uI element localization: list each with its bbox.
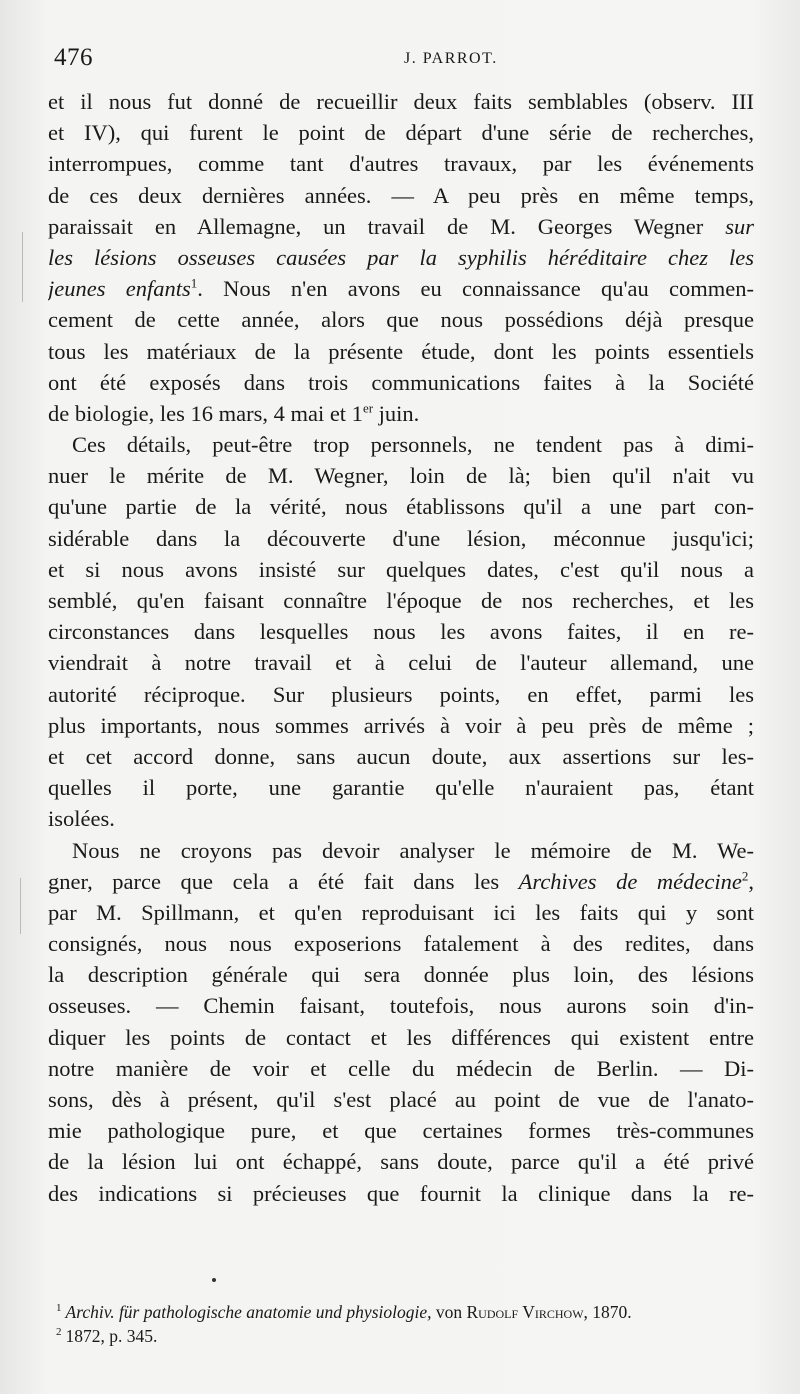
author-name: Rudolf Virchow	[466, 1302, 584, 1322]
line-text: cement de cette année, alors que nous possédions déjà presque	[48, 307, 754, 333]
footnotes	[56, 1300, 756, 1348]
footnote-text: , 1870.	[583, 1302, 632, 1322]
text-line	[48, 554, 754, 585]
footnote-italic: Archiv. für pathologische anatomie und physiologie,	[65, 1302, 432, 1322]
superscript: er	[362, 400, 374, 416]
footnote-mark: 2	[56, 1326, 62, 1339]
italic-text: les lésions osseuses causées par la syphilis héréditaire chez les	[48, 244, 754, 270]
text-line	[48, 897, 754, 928]
line-text: juin.	[373, 400, 420, 426]
text-line	[48, 336, 754, 367]
line-text: . Nous n'en avons eu connaissance qu'au commen-	[197, 276, 754, 302]
line-text: ,	[748, 868, 754, 894]
line-text: la description générale qui sera donnée plus loin, des lésions	[48, 962, 754, 988]
footnote-ref: 2	[741, 868, 749, 884]
text-line	[48, 741, 754, 772]
line-text: circonstances dans lesquelles nous les avons faites, il en re-	[48, 619, 754, 645]
text-line	[48, 211, 754, 242]
text-line	[48, 523, 754, 554]
footnote-mark: 1	[56, 1302, 62, 1315]
line-text: de ces deux dernières années. — A peu près en même temps,	[48, 182, 754, 208]
footnote	[56, 1324, 756, 1348]
footnote-text: von	[431, 1302, 467, 1322]
line-text: Ces détails, peut-être trop personnels, ne tendent pas à dimi-	[72, 432, 754, 458]
line-text: Nous ne croyons pas devoir analyser le mémoire de M. We-	[72, 837, 754, 863]
line-text: sons, dès à présent, qu'il s'est placé au point de vue de l'anato-	[48, 1087, 754, 1112]
line-text: notre manière de voir et celle du médecin de Berlin. — Di-	[48, 1055, 754, 1081]
text-line	[48, 460, 754, 491]
line-text: autorité réciproque. Sur plusieurs points, en effet, parmi les	[48, 681, 754, 707]
text-line	[48, 429, 754, 460]
text-line	[48, 585, 754, 616]
line-text: diquer les points de contact et les différences qui existent entre	[48, 1024, 754, 1050]
line-text: des indications si précieuses que fournit la clinique dans la re-	[48, 1180, 754, 1206]
ink-speck	[212, 1278, 216, 1282]
text-line	[48, 1053, 754, 1084]
line-text: ont été exposés dans trois communications faites à la Société	[48, 369, 754, 395]
line-text: et si nous avons insisté sur quelques dates, c'est qu'il nous a	[48, 556, 754, 582]
text-line	[48, 304, 754, 335]
text-line	[48, 1022, 754, 1053]
text-line	[48, 1084, 754, 1115]
line-text: semblé, qu'en faisant connaître l'époque de nos recherches, et les	[48, 588, 754, 613]
text-line	[48, 1178, 754, 1209]
body-text	[48, 86, 754, 1209]
text-line	[48, 990, 754, 1021]
text-line	[48, 242, 754, 273]
text-line	[48, 710, 754, 741]
text-line	[48, 180, 754, 211]
text-line	[48, 803, 754, 834]
italic-text: sur	[725, 213, 754, 239]
line-text: de la lésion lui ont échappé, sans doute, parce qu'il a été privé	[48, 1149, 754, 1175]
line-text: viendrait à notre travail et à celui de l'auteur allemand, une	[48, 650, 754, 676]
running-head: J. PARROT.	[404, 50, 498, 67]
line-text: gner, parce que cela a été fait dans les	[48, 868, 500, 894]
line-text: paraissait en Allemagne, un travail de M. Georges Wegner	[48, 213, 704, 239]
line-text: interrompues, comme tant d'autres travaux, par les événements	[48, 151, 754, 177]
text-line	[48, 398, 754, 429]
text-line	[48, 148, 754, 179]
text-line	[48, 1146, 754, 1177]
line-text: qu'une partie de la vérité, nous établissons qu'il a une part con-	[48, 494, 754, 520]
text-line	[48, 959, 754, 990]
text-line	[48, 117, 754, 148]
text-line	[48, 367, 754, 398]
line-text: et cet accord donne, sans aucun doute, aux assertions sur les-	[48, 743, 754, 769]
line-text: et IV), qui furent le point de départ d'une série de recherches,	[48, 120, 754, 146]
line-text: mie pathologique pure, et que certaines formes très-communes	[48, 1118, 754, 1144]
line-text: sidérable dans la découverte d'une lésion, méconnue jusqu'ici;	[48, 525, 754, 551]
footnote-ref: 1	[190, 275, 198, 291]
line-text: quelles il porte, une garantie qu'elle n'auraient pas, étant	[48, 775, 754, 801]
italic-text: jeunes enfants	[48, 276, 191, 302]
line-text: et il nous fut donné de recueillir deux faits semblables (observ. III	[48, 89, 754, 114]
text-line	[48, 616, 754, 647]
footnote-text: 1872, p. 345.	[65, 1326, 158, 1346]
line-text: consignés, nous nous exposerions fatalement à des redites, dans	[48, 931, 754, 957]
margin-pencil-mark	[20, 878, 21, 934]
text-line	[48, 1115, 754, 1146]
page-header	[52, 44, 752, 78]
text-line	[48, 491, 754, 522]
text-line	[48, 772, 754, 803]
line-text: par M. Spillmann, et qu'en reproduisant ici les faits qui y sont	[48, 899, 754, 925]
line-text: nuer le mérite de M. Wegner, loin de là; bien qu'il n'ait vu	[48, 463, 754, 489]
margin-pencil-mark	[22, 232, 23, 302]
footnote	[56, 1300, 756, 1324]
line-text: isolées.	[48, 806, 115, 832]
text-line	[48, 679, 754, 710]
text-line	[48, 647, 754, 678]
italic-text: Archives de médecine	[518, 868, 742, 894]
text-line	[48, 866, 754, 897]
text-line	[48, 86, 754, 117]
line-text: osseuses. — Chemin faisant, toutefois, nous aurons soin d'in-	[48, 993, 754, 1019]
text-line	[48, 835, 754, 866]
text-line	[48, 273, 754, 304]
line-text: de biologie, les 16 mars, 4 mai et 1	[48, 400, 363, 426]
page-number: 476	[54, 44, 93, 71]
text-line	[48, 928, 754, 959]
line-text: tous les matériaux de la présente étude, dont les points essentiels	[48, 338, 754, 364]
line-text: plus importants, nous sommes arrivés à voir à peu près de même ;	[48, 712, 754, 738]
